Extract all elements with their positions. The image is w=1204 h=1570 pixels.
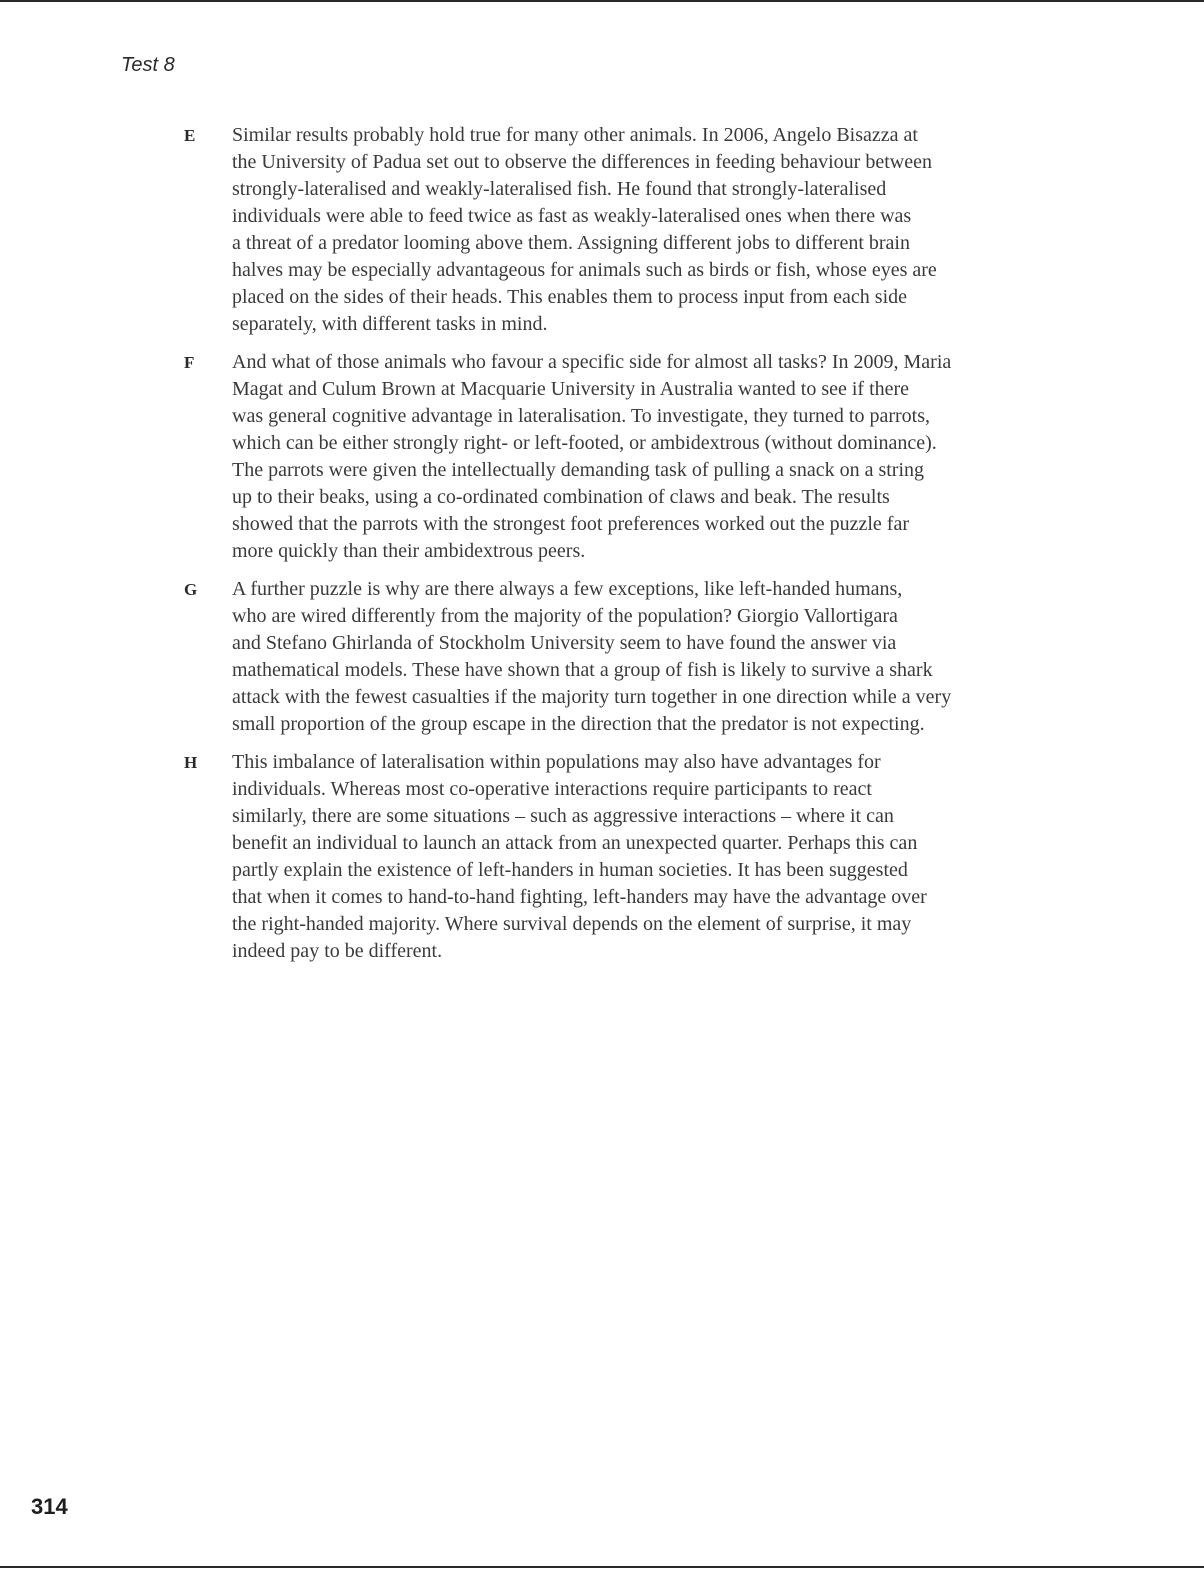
text-line: Magat and Culum Brown at Macquarie University in Australia wanted to see if there [232,378,910,400]
text-line: small proportion of the group escape in the direction that the predator is not expecting. [232,713,925,735]
text-line: separately, with different tasks in mind. [232,313,548,335]
text-line: And what of those animals who favour a specific side for almost all tasks? In 2009, Maria [232,351,952,373]
paragraph-letter: H [184,753,198,772]
paragraph-text [232,576,1052,738]
bottom-border-rule [0,1566,1204,1568]
page-number: 314 [31,1494,68,1519]
text-line: showed that the parrots with the strongest foot preferences worked out the puzzle far [232,513,909,535]
text-line: individuals. Whereas most co-operative interactions require participants to react [232,778,872,800]
paragraph-f [184,349,1064,565]
text-line: This imbalance of lateralisation within populations may also have advantages for [232,751,881,773]
text-line: indeed pay to be different. [232,940,443,962]
paragraph-h [184,749,1064,965]
paragraph-text [232,349,1052,565]
text-line: similarly, there are some situations – such as aggressive interactions – where it can [232,805,894,827]
passage-body [184,122,1064,976]
running-head: Test 8 [121,54,175,76]
paragraph-e [184,122,1064,338]
paragraph-text [232,122,1052,338]
text-line: attack with the fewest casualties if the majority turn together in one direction while a very [232,686,952,708]
paragraph-g [184,576,1064,738]
text-line: The parrots were given the intellectually demanding task of pulling a snack on a string [232,459,925,481]
text-line: partly explain the existence of left-handers in human societies. It has been suggested [232,859,908,881]
paragraph-text [232,749,1052,965]
text-line: a threat of a predator looming above them. Assigning different jobs to different brain [232,232,910,254]
top-border-rule [0,0,1204,2]
text-line: halves may be especially advantageous for animals such as birds or fish, whose eyes are [232,259,937,281]
text-line: Similar results probably hold true for many other animals. In 2006, Angelo Bisazza at [232,124,918,146]
paragraph-letter: E [184,126,196,145]
paragraph-letter: G [184,580,198,599]
paragraph-letter: F [184,353,195,372]
text-line: and Stefano Ghirlanda of Stockholm University seem to have found the answer via [232,632,897,654]
text-line: more quickly than their ambidextrous peers. [232,540,586,562]
text-line: who are wired differently from the majority of the population? Giorgio Vallortigara [232,605,898,627]
text-line: mathematical models. These have shown that a group of fish is likely to survive a shark [232,659,933,681]
text-line: individuals were able to feed twice as fast as weakly-lateralised ones when there was [232,205,912,227]
text-line: A further puzzle is why are there always a few exceptions, like left-handed humans, [232,578,903,600]
text-line: up to their beaks, using a co-ordinated combination of claws and beak. The results [232,486,890,508]
text-line: strongly-lateralised and weakly-lateralised fish. He found that strongly-lateralised [232,178,887,200]
text-line: was general cognitive advantage in lateralisation. To investigate, they turned to parrots, [232,405,931,427]
text-line: that when it comes to hand-to-hand fighting, left-handers may have the advantage over [232,886,927,908]
text-line: placed on the sides of their heads. This enables them to process input from each side [232,286,907,308]
text-line: the right-handed majority. Where survival depends on the element of surprise, it may [232,913,912,935]
text-line: the University of Padua set out to observe the differences in feeding behaviour between [232,151,932,173]
text-line: which can be either strongly right- or left-footed, or ambidextrous (without dominance). [232,432,937,454]
text-line: benefit an individual to launch an attack from an unexpected quarter. Perhaps this can [232,832,918,854]
